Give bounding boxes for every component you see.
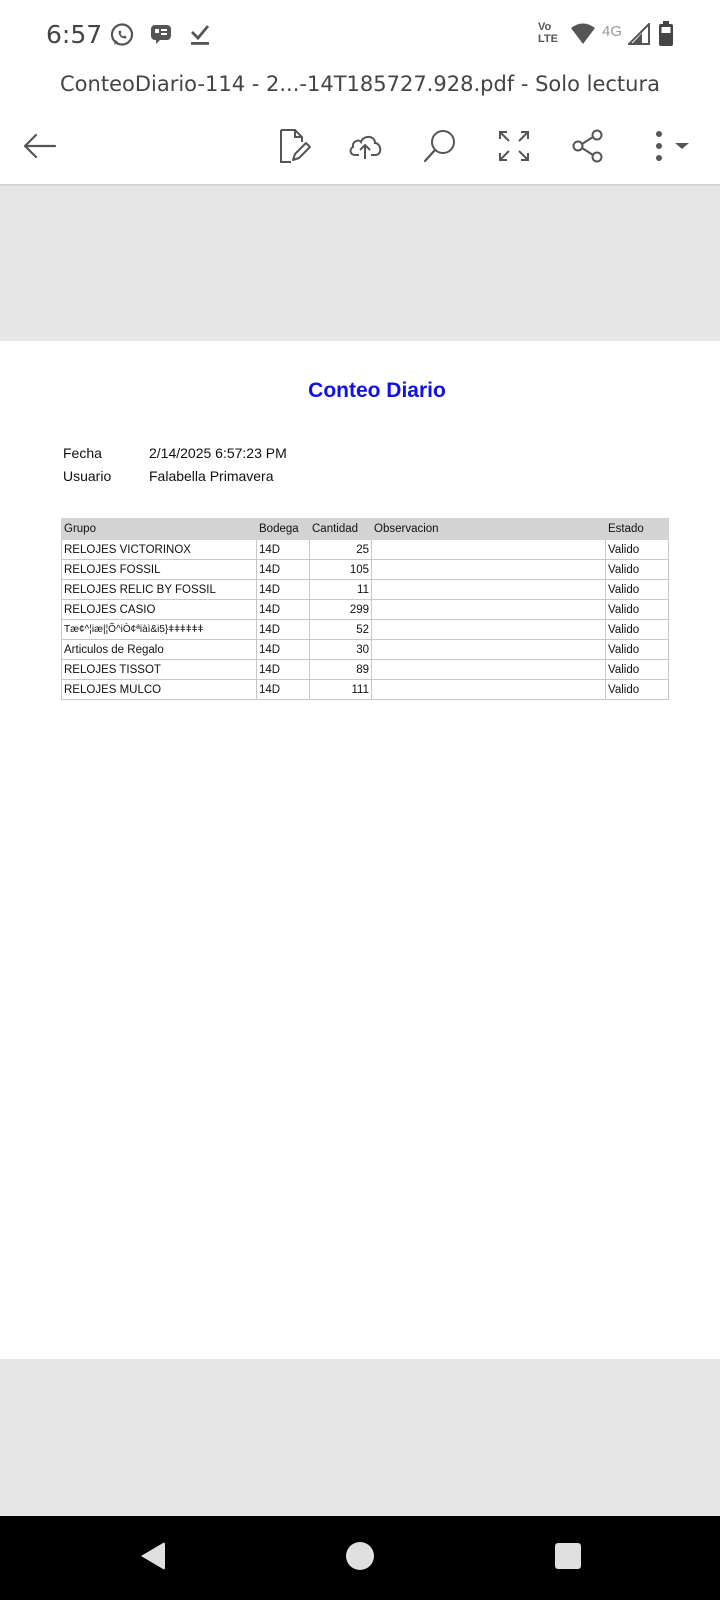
cell-cantidad: 105 xyxy=(310,560,372,580)
cell-observacion xyxy=(372,680,606,700)
meta-usuario xyxy=(63,468,274,484)
viewer-background-top xyxy=(0,186,720,341)
nav-back-icon xyxy=(137,1540,167,1577)
wifi-icon xyxy=(570,23,596,50)
column-header-observacion: Observacion xyxy=(372,519,606,540)
more-options-icon xyxy=(647,129,693,168)
cell-estado: Valido xyxy=(606,560,669,580)
cell-cantidad: 25 xyxy=(310,540,372,560)
nav-home-icon xyxy=(345,1541,375,1576)
edit-document-button[interactable] xyxy=(268,122,320,174)
nav-recents-icon xyxy=(554,1542,582,1575)
search-icon xyxy=(423,129,457,168)
conteo-table xyxy=(61,518,669,700)
cell-bodega: 14D xyxy=(257,640,310,660)
status-bar xyxy=(0,0,720,70)
cell-grupo: Tæ¢^¦iæ|¦Õ^iÒ¢ªiàì&i5}ǂǂǂǂǂǂ xyxy=(62,620,257,640)
fecha-value: 2/14/2025 6:57:23 PM xyxy=(149,445,287,461)
network-type-label: 4G xyxy=(602,23,623,40)
cell-cantidad: 52 xyxy=(310,620,372,640)
status-time: 6:57 xyxy=(46,20,103,49)
edit-document-icon xyxy=(277,128,311,169)
meta-fecha xyxy=(63,445,287,461)
cell-grupo: RELOJES CASIO xyxy=(62,600,257,620)
report-title: Conteo Diario xyxy=(308,379,446,402)
cell-observacion xyxy=(372,620,606,640)
cell-observacion xyxy=(372,560,606,580)
cell-estado: Valido xyxy=(606,540,669,560)
table-row xyxy=(62,540,669,560)
fullscreen-button[interactable] xyxy=(488,122,540,174)
document-title: ConteoDiario-114 - 2...-14T185727.928.pdf - Solo lectura xyxy=(60,72,660,96)
back-button[interactable] xyxy=(14,122,66,174)
cell-bodega: 14D xyxy=(257,620,310,640)
table-row xyxy=(62,640,669,660)
cell-grupo: RELOJES MULCO xyxy=(62,680,257,700)
search-button[interactable] xyxy=(414,122,466,174)
volte-icon xyxy=(538,22,564,48)
column-header-bodega: Bodega xyxy=(257,519,310,540)
table-row xyxy=(62,580,669,600)
cell-estado: Valido xyxy=(606,660,669,680)
back-arrow-icon xyxy=(23,132,57,165)
message-icon xyxy=(150,22,172,51)
cell-estado: Valido xyxy=(606,620,669,640)
table-row xyxy=(62,620,669,640)
fullscreen-icon xyxy=(498,130,530,167)
volte-label-top: Vo xyxy=(538,21,552,33)
signal-icon xyxy=(628,23,650,50)
table-row xyxy=(62,660,669,680)
more-options-button[interactable] xyxy=(640,122,700,174)
cell-bodega: 14D xyxy=(257,580,310,600)
nav-back-button[interactable] xyxy=(132,1538,172,1578)
cell-cantidad: 30 xyxy=(310,640,372,660)
cell-cantidad: 111 xyxy=(310,680,372,700)
volte-label-bottom: LTE xyxy=(538,33,558,45)
cell-estado: Valido xyxy=(606,600,669,620)
cloud-upload-button[interactable] xyxy=(340,122,392,174)
pdf-page[interactable] xyxy=(0,341,720,1359)
cell-bodega: 14D xyxy=(257,660,310,680)
column-header-estado: Estado xyxy=(606,519,669,540)
navigation-bar xyxy=(0,1516,720,1600)
cell-estado: Valido xyxy=(606,640,669,660)
cell-cantidad: 299 xyxy=(310,600,372,620)
cell-grupo: Articulos de Regalo xyxy=(62,640,257,660)
whatsapp-icon xyxy=(109,22,135,53)
toolbar xyxy=(0,112,720,184)
cell-cantidad: 11 xyxy=(310,580,372,600)
cell-observacion xyxy=(372,640,606,660)
cell-grupo: RELOJES TISSOT xyxy=(62,660,257,680)
viewer-background-bottom xyxy=(0,1359,720,1516)
cell-observacion xyxy=(372,580,606,600)
download-done-icon xyxy=(189,22,211,51)
cell-estado: Valido xyxy=(606,580,669,600)
cell-grupo: RELOJES VICTORINOX xyxy=(62,540,257,560)
cell-bodega: 14D xyxy=(257,680,310,700)
battery-icon xyxy=(658,21,674,52)
cell-cantidad: 89 xyxy=(310,660,372,680)
usuario-value: Falabella Primavera xyxy=(149,468,274,484)
nav-recents-button[interactable] xyxy=(548,1538,588,1578)
share-icon xyxy=(571,129,605,168)
cell-estado: Valido xyxy=(606,680,669,700)
cell-bodega: 14D xyxy=(257,560,310,580)
cell-observacion xyxy=(372,660,606,680)
table-row xyxy=(62,600,669,620)
column-header-grupo: Grupo xyxy=(62,519,257,540)
cell-bodega: 14D xyxy=(257,600,310,620)
share-button[interactable] xyxy=(562,122,614,174)
usuario-label: Usuario xyxy=(63,468,112,484)
cell-observacion xyxy=(372,540,606,560)
cell-grupo: RELOJES FOSSIL xyxy=(62,560,257,580)
column-header-cantidad: Cantidad xyxy=(310,519,372,540)
nav-home-button[interactable] xyxy=(340,1538,380,1578)
cell-grupo: RELOJES RELIC BY FOSSIL xyxy=(62,580,257,600)
table-header-row xyxy=(62,519,669,540)
cell-bodega: 14D xyxy=(257,540,310,560)
cell-observacion xyxy=(372,600,606,620)
cloud-upload-icon xyxy=(347,131,385,166)
table-row xyxy=(62,560,669,580)
fecha-label: Fecha xyxy=(63,445,102,461)
table-row xyxy=(62,680,669,700)
